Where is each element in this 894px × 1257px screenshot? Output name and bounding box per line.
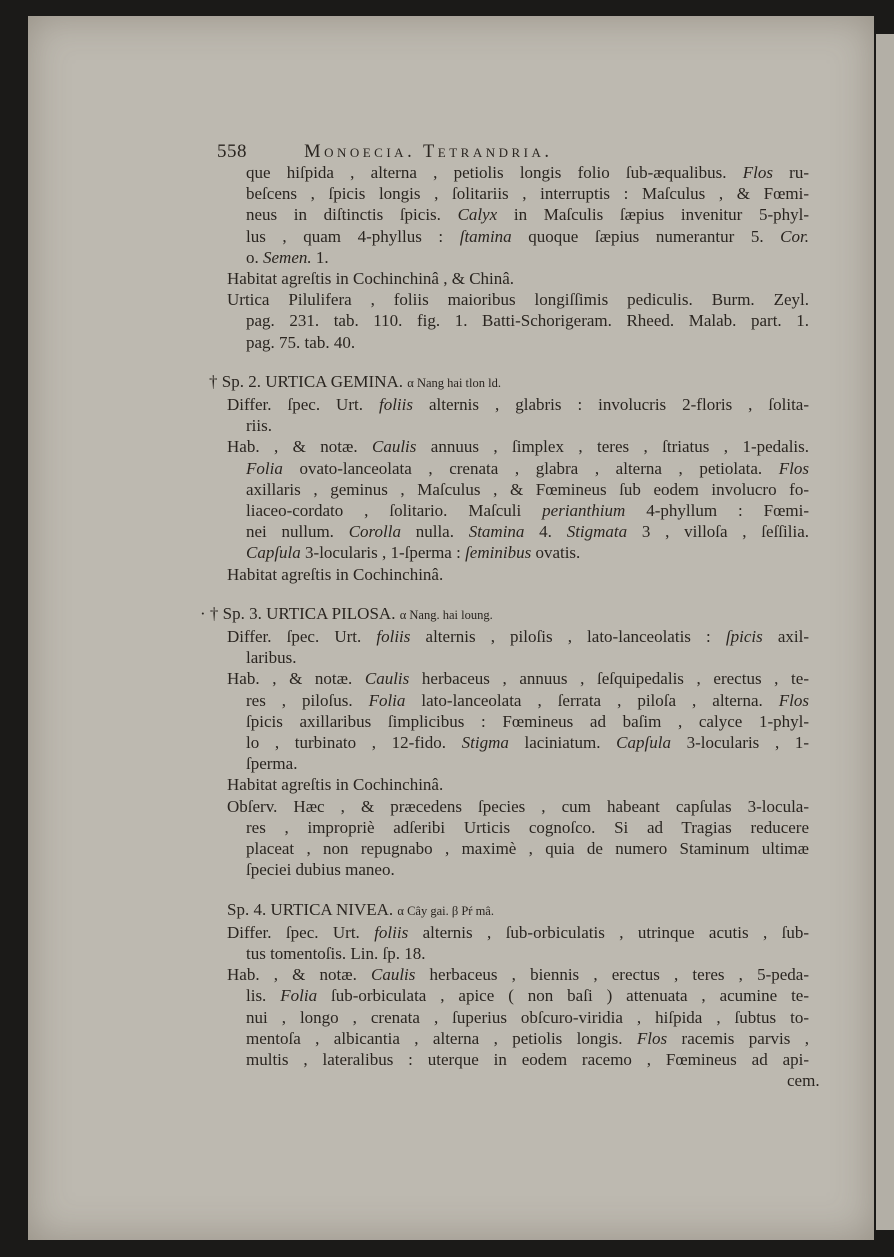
text-line: mentoſa , albicantia , alterna , petiolis longis. Flos racemis parvis , — [246, 1028, 809, 1048]
text-line: Hab. , & notæ. Caulis herbaceus , annuus , ſeſquipedalis , erectus , te- — [227, 669, 809, 689]
text-line: † Sp. 2. URTICA GEMINA. α Nang hai tlon ld. — [209, 371, 501, 391]
text-line: axillaris , geminus , Maſculus , & Fœmineus ſub eodem involucro fo- — [246, 479, 809, 499]
text-line: lis. Folia ſub-orbiculata , apice ( non baſi ) attenuata , acumine te- — [246, 986, 810, 1006]
running-title: Monoecia. Tetrandria. — [304, 142, 553, 162]
text-line: · † Sp. 3. URTICA PILOSA. α Nang. hai loung. — [200, 603, 493, 623]
page-number: 558 — [217, 141, 247, 162]
text-line: Differ. ſpec. Urt. foliis alternis , piloſis , lato-lanceolatis : ſpicis axil- — [227, 627, 809, 647]
text-line: Capſula 3-locularis , 1-ſperma : ſeminibus ovatis. — [246, 543, 581, 563]
text-line: Hab. , & notæ. Caulis herbaceus , biennis , erectus , teres , 5-peda- — [227, 965, 809, 985]
text-line: pag. 75. tab. 40. — [246, 332, 356, 352]
text-line: res , impropriè adſeribi Urticis cognoſco. Si ad Tragias reducere — [246, 817, 809, 837]
text-line: lo , turbinato , 12-fido. Stigma laciniatum. Capſula 3-locularis , 1- — [246, 733, 809, 753]
adjacent-page-edge — [876, 34, 894, 1230]
text-line: Sp. 4. URTICA NIVEA. α Cây gai. β Pŕ mâ. — [227, 899, 494, 919]
text-line: Differ. ſpec. Urt. foliis alternis , glabris : involucris 2-floris , ſolita- — [227, 395, 810, 415]
text-line: ſperma. — [246, 754, 298, 774]
text-line: Habitat agreſtis in Cochinchinâ. — [227, 775, 444, 795]
text-line: riis. — [246, 416, 272, 436]
text-line: Obſerv. Hæc , & præcedens ſpecies , cum habeant capſulas 3-locula- — [227, 796, 809, 816]
text-line: neus in diſtinctis ſpicis. Calyx in Maſculis ſæpius invenitur 5-phyl- — [246, 205, 809, 225]
text-line: placeat , non repugnabo , maximè , quia de numero Staminum ultimæ — [246, 839, 809, 859]
text-line: Folia ovato-lanceolata , crenata , glabra , alterna , petiolata. Flos — [246, 458, 809, 478]
text-line: Habitat agreſtis in Cochinchinâ. — [227, 564, 444, 584]
paragraph-gap — [209, 881, 839, 899]
text-line: multis , lateralibus : uterque in eodem racemo , Fœmineus ad api- — [246, 1049, 809, 1069]
text-line: beſcens , ſpicis longis , ſolitariis , interruptis : Maſculus , & Fœmi- — [246, 184, 809, 204]
text-line: ſpeciei dubius maneo. — [246, 860, 395, 880]
text-line: lus , quam 4-phyllus : ſtamina quoque ſæpius numerantur 5. Cor. — [246, 226, 809, 246]
text-line: pag. 231. tab. 110. fig. 1. Batti-Schorigeram. Rheed. Malab. part. 1. — [246, 311, 809, 331]
running-header — [217, 141, 817, 163]
text-line: Habitat agreſtis in Cochinchinâ , & Chinâ. — [227, 269, 515, 289]
paragraph-gap — [209, 585, 839, 603]
text-line: Hab. , & notæ. Caulis annuus , ſimplex , teres , ſtriatus , 1-pedalis. — [227, 437, 810, 457]
text-line: tus tomentoſis. Lin. ſp. 18. — [246, 943, 426, 963]
text-line: o. Semen. 1. — [246, 247, 329, 267]
text-line: nui , longo , crenata , ſuperius obſcuro-viridia , hiſpida , ſubtus to- — [246, 1007, 809, 1027]
text-line: cem. — [787, 1071, 820, 1091]
text-line: que hiſpida , alterna , petiolis longis folio ſub-æqualibus. Flos ru- — [246, 163, 810, 182]
text-line: liaceo-cordato , ſolitario. Maſculi perianthium 4-phyllum : Fœmi- — [246, 501, 809, 521]
text-line: laribus. — [246, 648, 297, 668]
paragraph-gap — [209, 353, 839, 371]
text-line: ſpicis axillaribus ſimplicibus : Fœmineus ad baſim , calyce 1-phyl- — [246, 711, 809, 731]
page-text — [200, 162, 839, 1091]
text-line: nei nullum. Corolla nulla. Stamina 4. Stigmata 3 , villoſa , ſeſſilia. — [246, 522, 809, 542]
text-line: Differ. ſpec. Urt. foliis alternis , ſub-orbiculatis , utrinque acutis , ſub- — [227, 922, 809, 942]
text-line: res , piloſus. Folia lato-lanceolata , ſerrata , piloſa , alterna. Flos — [246, 690, 809, 710]
text-line: Urtica Pilulifera , foliis maioribus longiſſimis pediculis. Burm. Zeyl. — [227, 290, 809, 310]
